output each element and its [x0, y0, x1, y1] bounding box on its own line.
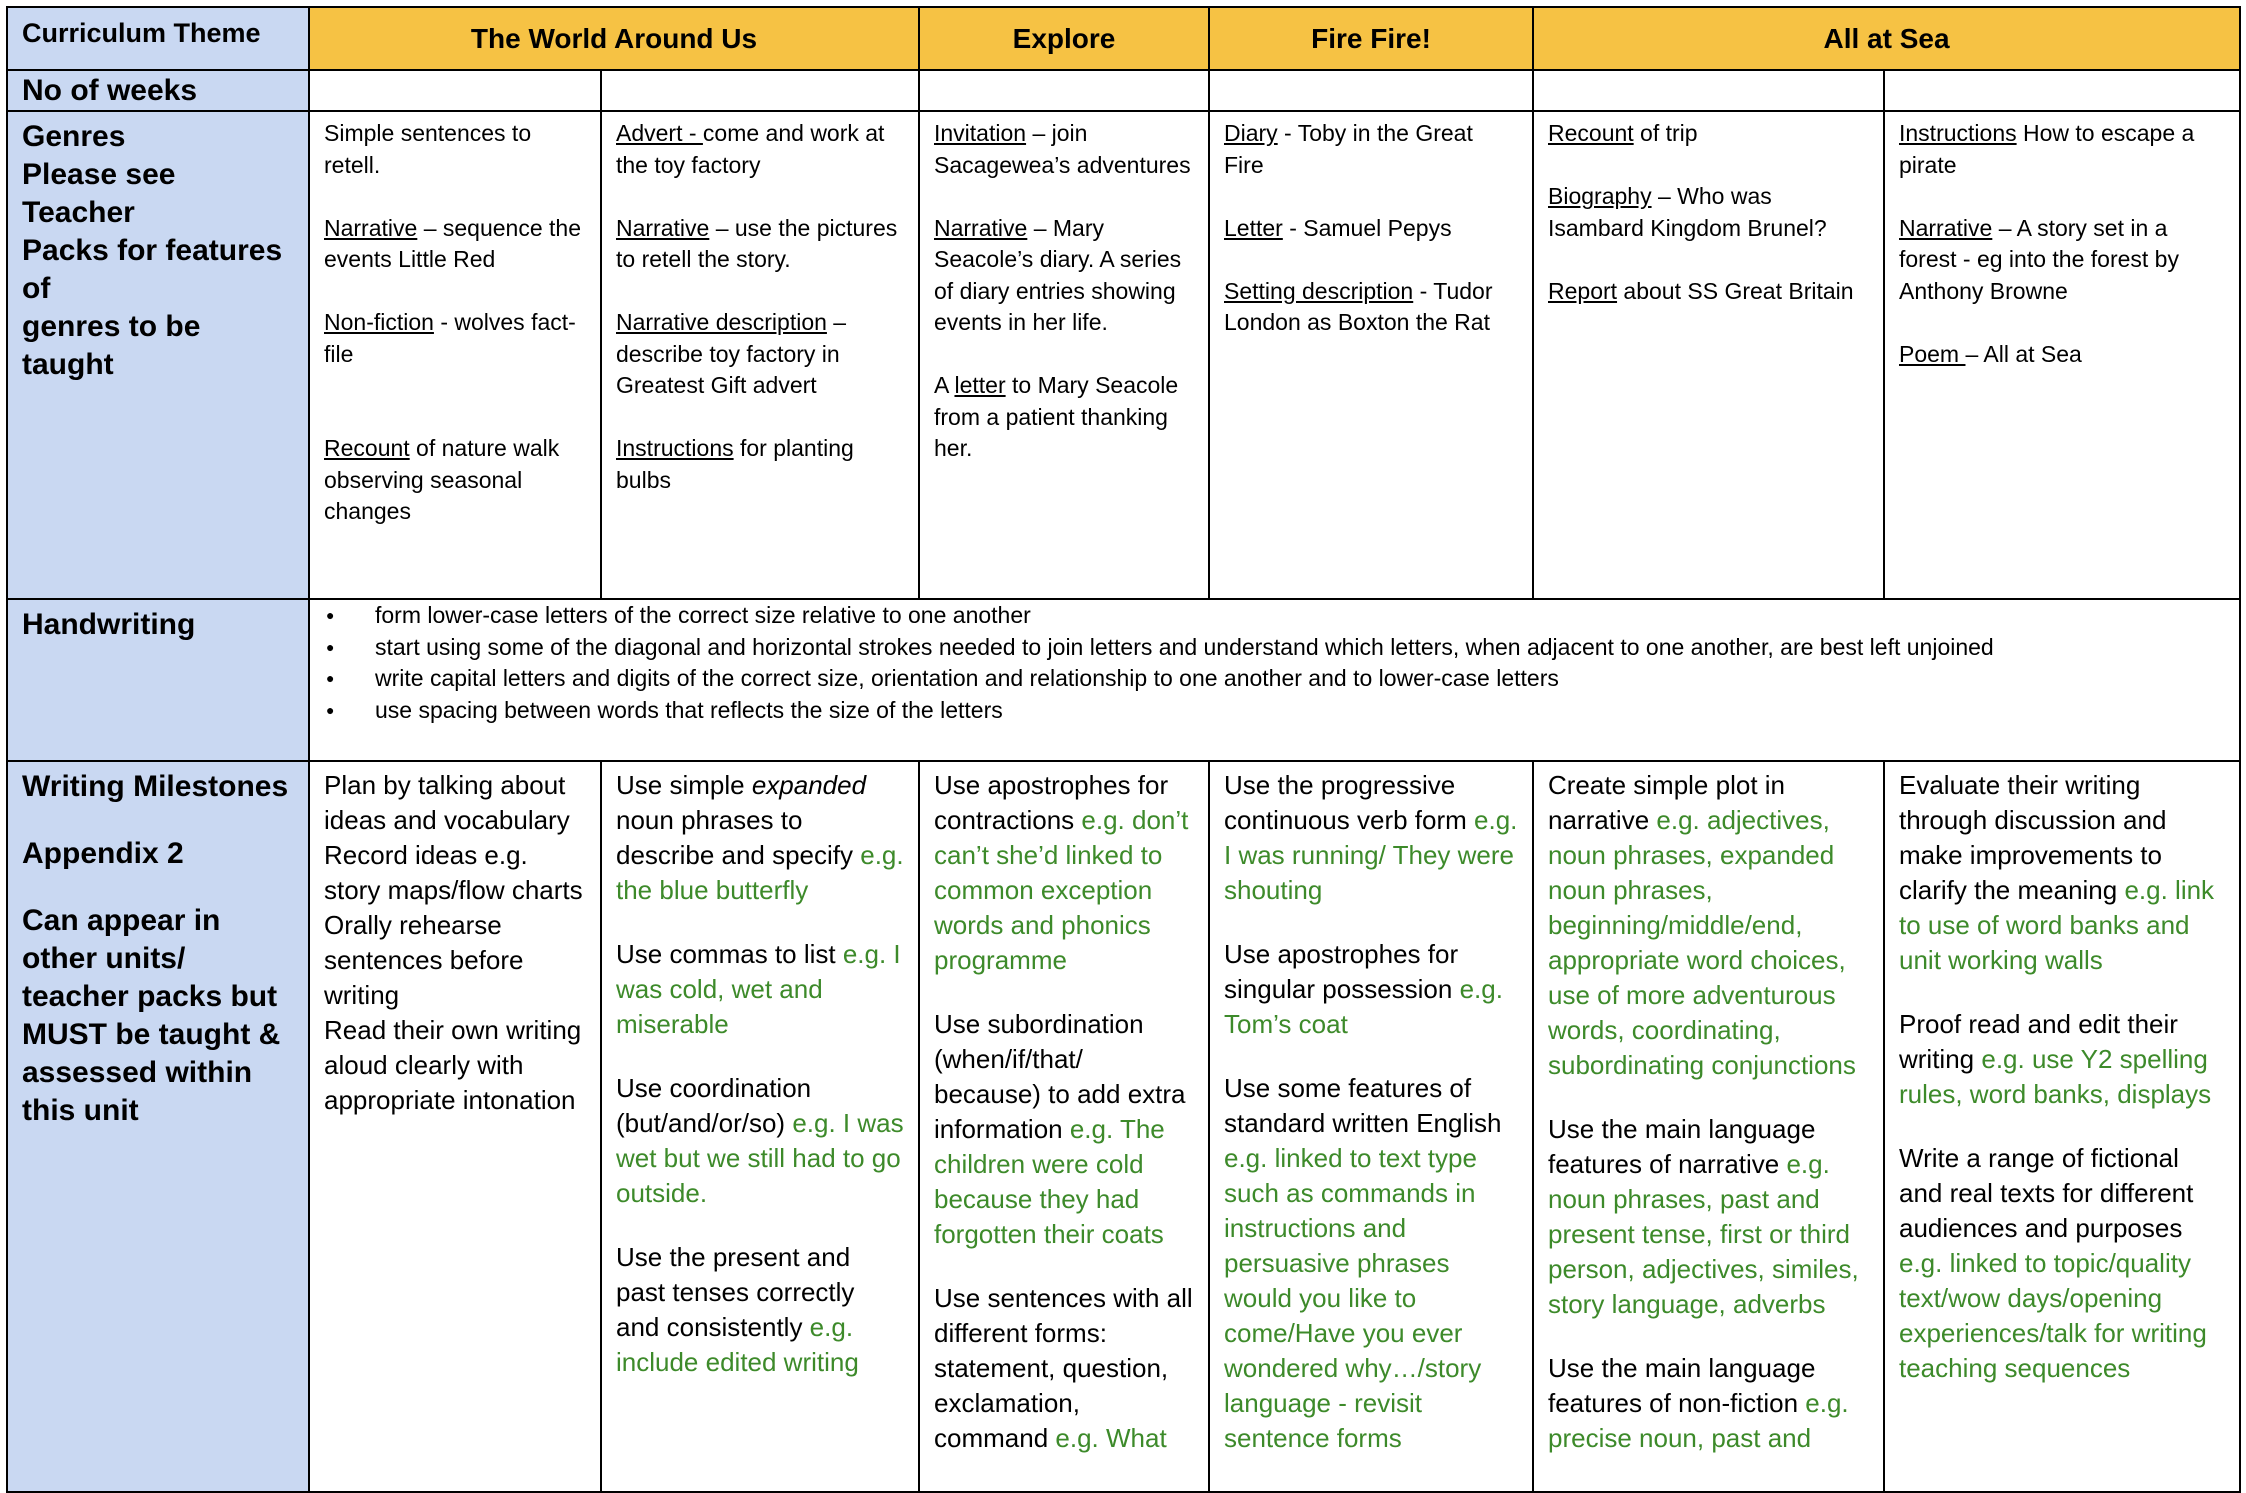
- milestones-row: [7, 761, 2240, 1492]
- milestone-example: e.g. include edited writing: [616, 1312, 859, 1377]
- genre-type: Setting description: [1224, 277, 1414, 304]
- genre-item: [616, 213, 904, 276]
- genre-item: [324, 213, 586, 276]
- weeks-label: No of weeks: [7, 70, 309, 111]
- milestone-cell: [1533, 761, 1884, 1492]
- handwriting-list: [320, 600, 2229, 726]
- theme-explore: Explore: [919, 7, 1209, 70]
- milestone-text: Use commas to list: [616, 939, 843, 969]
- weeks-cell: [919, 70, 1209, 111]
- genres-row: [7, 111, 2240, 599]
- genre-item: [616, 433, 904, 496]
- genre-item: [324, 307, 586, 370]
- genre-desc: - Tudor London as Boxton the Rat: [1224, 277, 1493, 335]
- weeks-cell: [309, 70, 601, 111]
- genre-desc: about SS Great Britain: [1617, 277, 1854, 304]
- genre-type: Non-fiction: [324, 309, 434, 335]
- genres-label-line: genres to be taught: [22, 310, 201, 381]
- genre-desc: – Mary Seacole’s diary. A series of diary entries showing events in her life.: [934, 214, 1182, 335]
- handwriting-cell: [309, 599, 2240, 761]
- genre-type: Letter: [1224, 214, 1283, 241]
- genre-desc: for planting bulbs: [616, 435, 854, 493]
- milestone-item: [616, 937, 904, 1042]
- milestone-item: [616, 1071, 904, 1211]
- milestone-example: e.g. I was wet but we still had to go outside.: [616, 1108, 904, 1208]
- genre-item: [1548, 118, 1869, 150]
- genre-type: Advert -: [616, 120, 703, 146]
- genre-desc: – All at Sea: [1965, 340, 2082, 367]
- milestone-item: [1224, 768, 1518, 908]
- milestone-text: Use some features of standard written English: [1224, 1073, 1502, 1138]
- milestone-text: Use the main language features of narrative: [1548, 1114, 1816, 1179]
- milestone-item: [616, 768, 904, 908]
- milestone-example: e.g. I was running/ They were shouting: [1224, 805, 1518, 905]
- genres-cell: [1884, 111, 2240, 599]
- milestone-item: [616, 1240, 904, 1380]
- genres-cell: [1209, 111, 1533, 599]
- genre-desc: – A story set in a forest - eg into the forest by Anthony Browne: [1899, 214, 2179, 304]
- milestone-item: Plan by talking about ideas and vocabulary: [324, 770, 570, 835]
- genre-type: Invitation: [934, 120, 1027, 146]
- milestone-example: e.g. precise noun, past and: [1548, 1388, 1849, 1453]
- milestone-example: e.g. the blue butterfly: [616, 840, 904, 905]
- genre-item: [1224, 213, 1518, 245]
- milestone-item: [1548, 768, 1869, 1083]
- milestone-cell: [1884, 761, 2240, 1492]
- genre-item: [1224, 276, 1518, 339]
- genre-item: [934, 213, 1194, 339]
- genre-desc: to Mary Seacole from a patient thanking her.: [934, 372, 1179, 461]
- milestones-appendix: Appendix 2: [22, 837, 184, 870]
- genre-desc: – Who was Isambard Kingdom Brunel?: [1548, 183, 1827, 241]
- milestone-text: Use the progressive continuous verb form: [1224, 770, 1475, 835]
- milestone-example: e.g. adjectives, noun phrases, expanded noun phrases, beginning/middle/end, appropriate word choices, use of more adventurous words, coordinating, subordinating conjunctions: [1548, 805, 1856, 1080]
- weeks-cell: [1533, 70, 1884, 111]
- milestone-item: [934, 1007, 1194, 1252]
- milestone-item: [1899, 1141, 2225, 1386]
- milestone-text: Evaluate their writing through discussion and make improvements to clarify the meaning: [1899, 770, 2167, 905]
- milestone-item: Record ideas e.g. story maps/flow charts: [324, 840, 583, 905]
- genres-cell: [1533, 111, 1884, 599]
- genres-label: [7, 111, 309, 599]
- weeks-cell: [1884, 70, 2240, 111]
- milestone-text: Use the present and past tenses correctly and consistently: [616, 1242, 855, 1342]
- curriculum-theme-label: Curriculum Theme: [7, 7, 309, 70]
- milestone-item: [1899, 1007, 2225, 1112]
- genre-item: [616, 307, 904, 402]
- milestone-cell: [309, 761, 601, 1492]
- milestone-example: e.g. use Y2 spelling rules, word banks, displays: [1899, 1044, 2212, 1109]
- milestone-example: e.g. I was cold, wet and miserable: [616, 939, 901, 1039]
- milestone-cell: [601, 761, 919, 1492]
- milestone-text: Proof read and edit their writing: [1899, 1009, 2178, 1074]
- handwriting-item: ● use spacing between words that reflects the size of the letters: [320, 695, 2229, 727]
- milestone-item: [934, 768, 1194, 978]
- genre-item: [616, 118, 904, 181]
- milestone-text: noun phrases to describe and specify: [616, 805, 861, 870]
- milestone-item: [1899, 768, 2225, 978]
- genre-type: Report: [1548, 277, 1618, 304]
- milestone-item: [1548, 1112, 1869, 1322]
- milestones-title: Writing Milestones: [22, 770, 289, 803]
- genre-desc: – use the pictures to retell the story.: [616, 214, 898, 272]
- genre-item: [1899, 339, 2225, 371]
- genre-type: Narrative: [324, 214, 418, 241]
- milestone-item: [1224, 1071, 1518, 1456]
- milestone-example: e.g. link to use of word banks and unit working walls: [1899, 875, 2215, 975]
- handwriting-item: ● write capital letters and digits of the correct size, orientation and relationship to one another and to lower-case letters: [320, 663, 2229, 695]
- genre-desc: How to escape a pirate: [1899, 120, 2195, 178]
- curriculum-sheet: [6, 6, 2239, 1453]
- genre-type: Biography: [1548, 183, 1652, 209]
- genre-desc: of trip: [1633, 120, 1698, 146]
- genre-item: [1899, 213, 2225, 308]
- genre-item: [324, 433, 586, 528]
- genre-desc: - Samuel Pepys: [1282, 214, 1452, 241]
- genre-type: Diary: [1224, 120, 1278, 146]
- theme-all-at-sea: All at Sea: [1533, 7, 2240, 70]
- milestone-example: e.g. linked to topic/quality text/wow days/opening experiences/talk for writing teaching sequences: [1899, 1248, 2207, 1383]
- genre-item: [934, 370, 1194, 465]
- handwriting-label: Handwriting: [7, 599, 309, 761]
- genre-item: [1224, 118, 1518, 181]
- milestone-example: e.g. Tom’s coat: [1224, 974, 1503, 1039]
- milestone-example: e.g. linked to text type such as commands in instructions and persuasive phrases would you like to come/Have you ever wondered why…/story language - revisit sentence forms: [1224, 1143, 1482, 1453]
- genre-item: [1548, 181, 1869, 244]
- weeks-cell: [1209, 70, 1533, 111]
- genre-type: Narrative: [934, 214, 1028, 241]
- genre-type: Narrative: [616, 214, 710, 241]
- handwriting-item: ● form lower-case letters of the correct size relative to one another: [320, 600, 2229, 632]
- genre-item: [1899, 118, 2225, 181]
- genres-label-line: Please see Teacher: [22, 158, 176, 229]
- theme-fire-fire: Fire Fire!: [1209, 7, 1533, 70]
- weeks-cell: [601, 70, 919, 111]
- milestone-cell: [919, 761, 1209, 1492]
- genre-type: Narrative: [1899, 214, 1993, 241]
- genre-desc: – describe toy factory in Greatest Gift advert: [616, 309, 847, 398]
- milestone-cell: [1209, 761, 1533, 1492]
- milestone-text: Use apostrophes for singular possession: [1224, 939, 1460, 1004]
- genre-desc: - Toby in the Great Fire: [1224, 120, 1473, 178]
- milestone-item: [1548, 1351, 1869, 1456]
- handwriting-item: ● start using some of the diagonal and horizontal strokes needed to join letters and understand which letters, when adjacent to one another, are best left unjoined: [320, 632, 2229, 664]
- milestone-item: [934, 1281, 1194, 1456]
- milestone-emphasis: expanded: [751, 770, 867, 800]
- milestone-text: Use subordination (when/if/that/ because) to add extra information: [934, 1009, 1186, 1144]
- genre-desc: of nature walk observing seasonal changes: [324, 435, 560, 524]
- genres-cell: [309, 111, 601, 599]
- milestone-item: [1224, 937, 1518, 1042]
- handwriting-row: [7, 599, 2240, 761]
- curriculum-table: [6, 6, 2241, 1493]
- genres-label-line: Packs for features of: [22, 234, 283, 305]
- milestone-item: Orally rehearse sentences before writing: [324, 910, 524, 1010]
- weeks-row: [7, 70, 2240, 111]
- milestone-text: Write a range of fictional and real texts for different audiences and purposes: [1899, 1143, 2194, 1243]
- milestone-text: Create simple plot in narrative: [1548, 770, 1785, 835]
- genre-type: Recount: [1548, 120, 1634, 146]
- genre-desc: A: [934, 372, 955, 398]
- milestone-item: Read their own writing aloud clearly with appropriate intonation: [324, 1015, 582, 1115]
- milestone-text: Use apostrophes for contractions: [934, 770, 1169, 835]
- milestones-label: [7, 761, 309, 1492]
- genre-item: [934, 118, 1194, 181]
- genres-cell: [601, 111, 919, 599]
- genres-label-line: Genres: [22, 120, 126, 153]
- genre-type: Narrative description: [616, 309, 827, 335]
- genre-desc: – join Sacagewea’s adventures: [934, 120, 1191, 178]
- genre-desc: come and work at the toy factory: [616, 120, 885, 178]
- genre-type: Instructions: [1899, 120, 2017, 146]
- header-row: [7, 7, 2240, 70]
- genres-cell: [919, 111, 1209, 599]
- genre-type: Poem: [1899, 340, 1966, 367]
- genre-type: letter: [954, 372, 1006, 398]
- milestones-note: Can appear in other units/ teacher packs but MUST be taught & assessed within this unit: [22, 904, 281, 1127]
- milestone-example: e.g. The children were cold because they had forgotten their coats: [934, 1114, 1165, 1249]
- genre-desc: – sequence the events Little Red: [324, 214, 581, 272]
- genre-item: [1548, 276, 1869, 308]
- milestone-text: Use sentences with all different forms: statement, question, exclamation, command: [934, 1283, 1193, 1453]
- genre-type: Instructions: [616, 435, 734, 461]
- genre-type: Recount: [324, 435, 410, 461]
- milestone-example: e.g. What: [1055, 1423, 1167, 1453]
- theme-world-around-us: The World Around Us: [309, 7, 919, 70]
- milestone-example: e.g. don’t can’t she’d linked to common exception words and phonics programme: [934, 805, 1189, 975]
- milestone-text: Use simple: [616, 770, 752, 800]
- genre-desc: - wolves fact-file: [324, 309, 576, 367]
- genre-item: Simple sentences to retell.: [324, 120, 532, 178]
- milestone-text: Use coordination (but/and/or/so): [616, 1073, 812, 1138]
- milestone-text: Use the main language features of non-fiction: [1548, 1353, 1816, 1418]
- milestone-example: e.g. noun phrases, past and present tense, first or third person, adjectives, similes, story language, adverbs: [1548, 1149, 1859, 1319]
